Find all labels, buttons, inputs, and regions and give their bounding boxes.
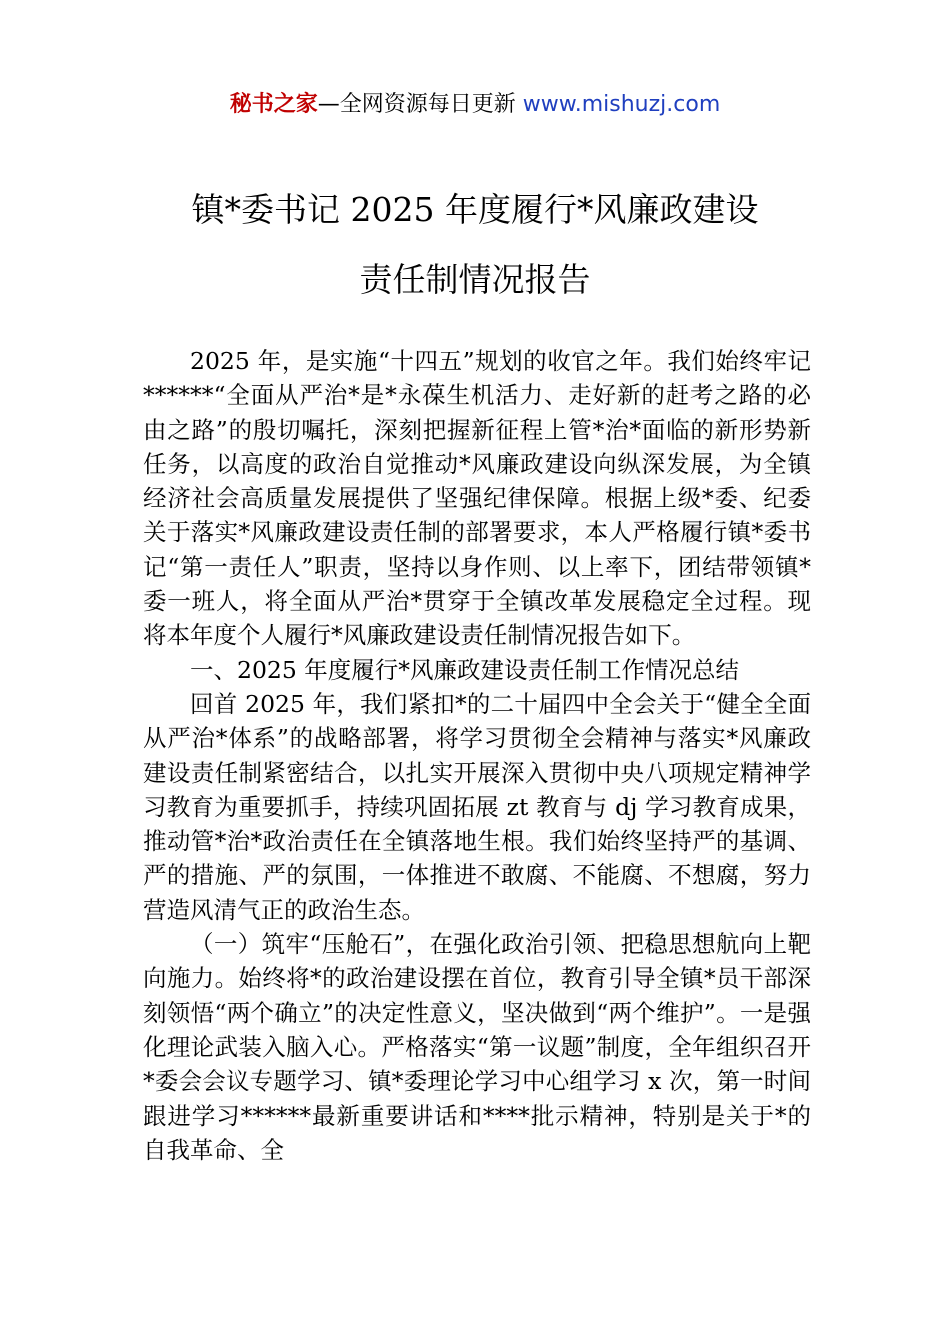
document-title-line-2: 责任制情况报告 [359, 260, 591, 299]
document-title-line-1: 镇*委书记 2025 年度履行*风廉政建设 [191, 190, 759, 229]
summary-paragraph: 回首 2025 年，我们紧扣*的二十届四中全会关于“健全全面从严治*体系”的战略部署，将学习贯彻全会精神与落实*风廉政建设责任制紧密结合，以扎实开展深入贯彻中央八项规定精神学习教育为重要抓手，持续巩固拓展 zt 教育与 dj 学习教育成果，推动管*治*政治责任在全镇落地生根。我们始终坚持严的基调、严的措施、严的氛围，一体推进不敢腐、不能腐、不想腐，努力营造风清气正的政治生态。 [143, 689, 811, 924]
site-url-link[interactable]: www.mishuzj.com [522, 92, 721, 117]
section-heading-1: 一、2025 年度履行*风廉政建设责任制工作情况总结 [190, 655, 740, 684]
subsection-paragraph-1: （一）筑牢“压舱石”，在强化政治引领、把稳思想航向上靶向施力。始终将*的政治建设摆在首位，教育引导全镇*员干部深刻领悟“两个确立”的决定性意义，坚决做到“两个维护”。一是强化理论武装入脑入心。严格落实“第一议题”制度，全年组织召开*委会会议专题学习、镇*委理论学习中心组学习 x 次，第一时间跟进学习******最新重要讲话和****批示精神，特别是关于*的自我革命、全 [143, 930, 811, 1164]
intro-paragraph: 2025 年，是实施“十四五”规划的收官之年。我们始终牢记******“全面从严治*是*永葆生机活力、走好新的赶考之路的必由之路”的殷切嘱托，深刻把握新征程上管*治*面临的新形势新任务，以高度的政治自觉推动*风廉政建设向纵深发展，为全镇经济社会高质量发展提供了坚强纪律保障。根据上级*委、纪委关于落实*风廉政建设责任制的部署要求，本人严格履行镇*委书记“第一责任人”职责，坚持以身作则、以上率下，团结带领镇*委一班人，将全面从严治*贯穿于全镇改革发展稳定全过程。现将本年度个人履行*风廉政建设责任制情况报告如下。 [143, 347, 811, 650]
site-brand: 秘书之家 [229, 92, 318, 117]
site-banner [0, 88, 950, 122]
document-body [143, 344, 811, 1167]
site-tagline: —全网资源每日更新 [317, 92, 523, 117]
